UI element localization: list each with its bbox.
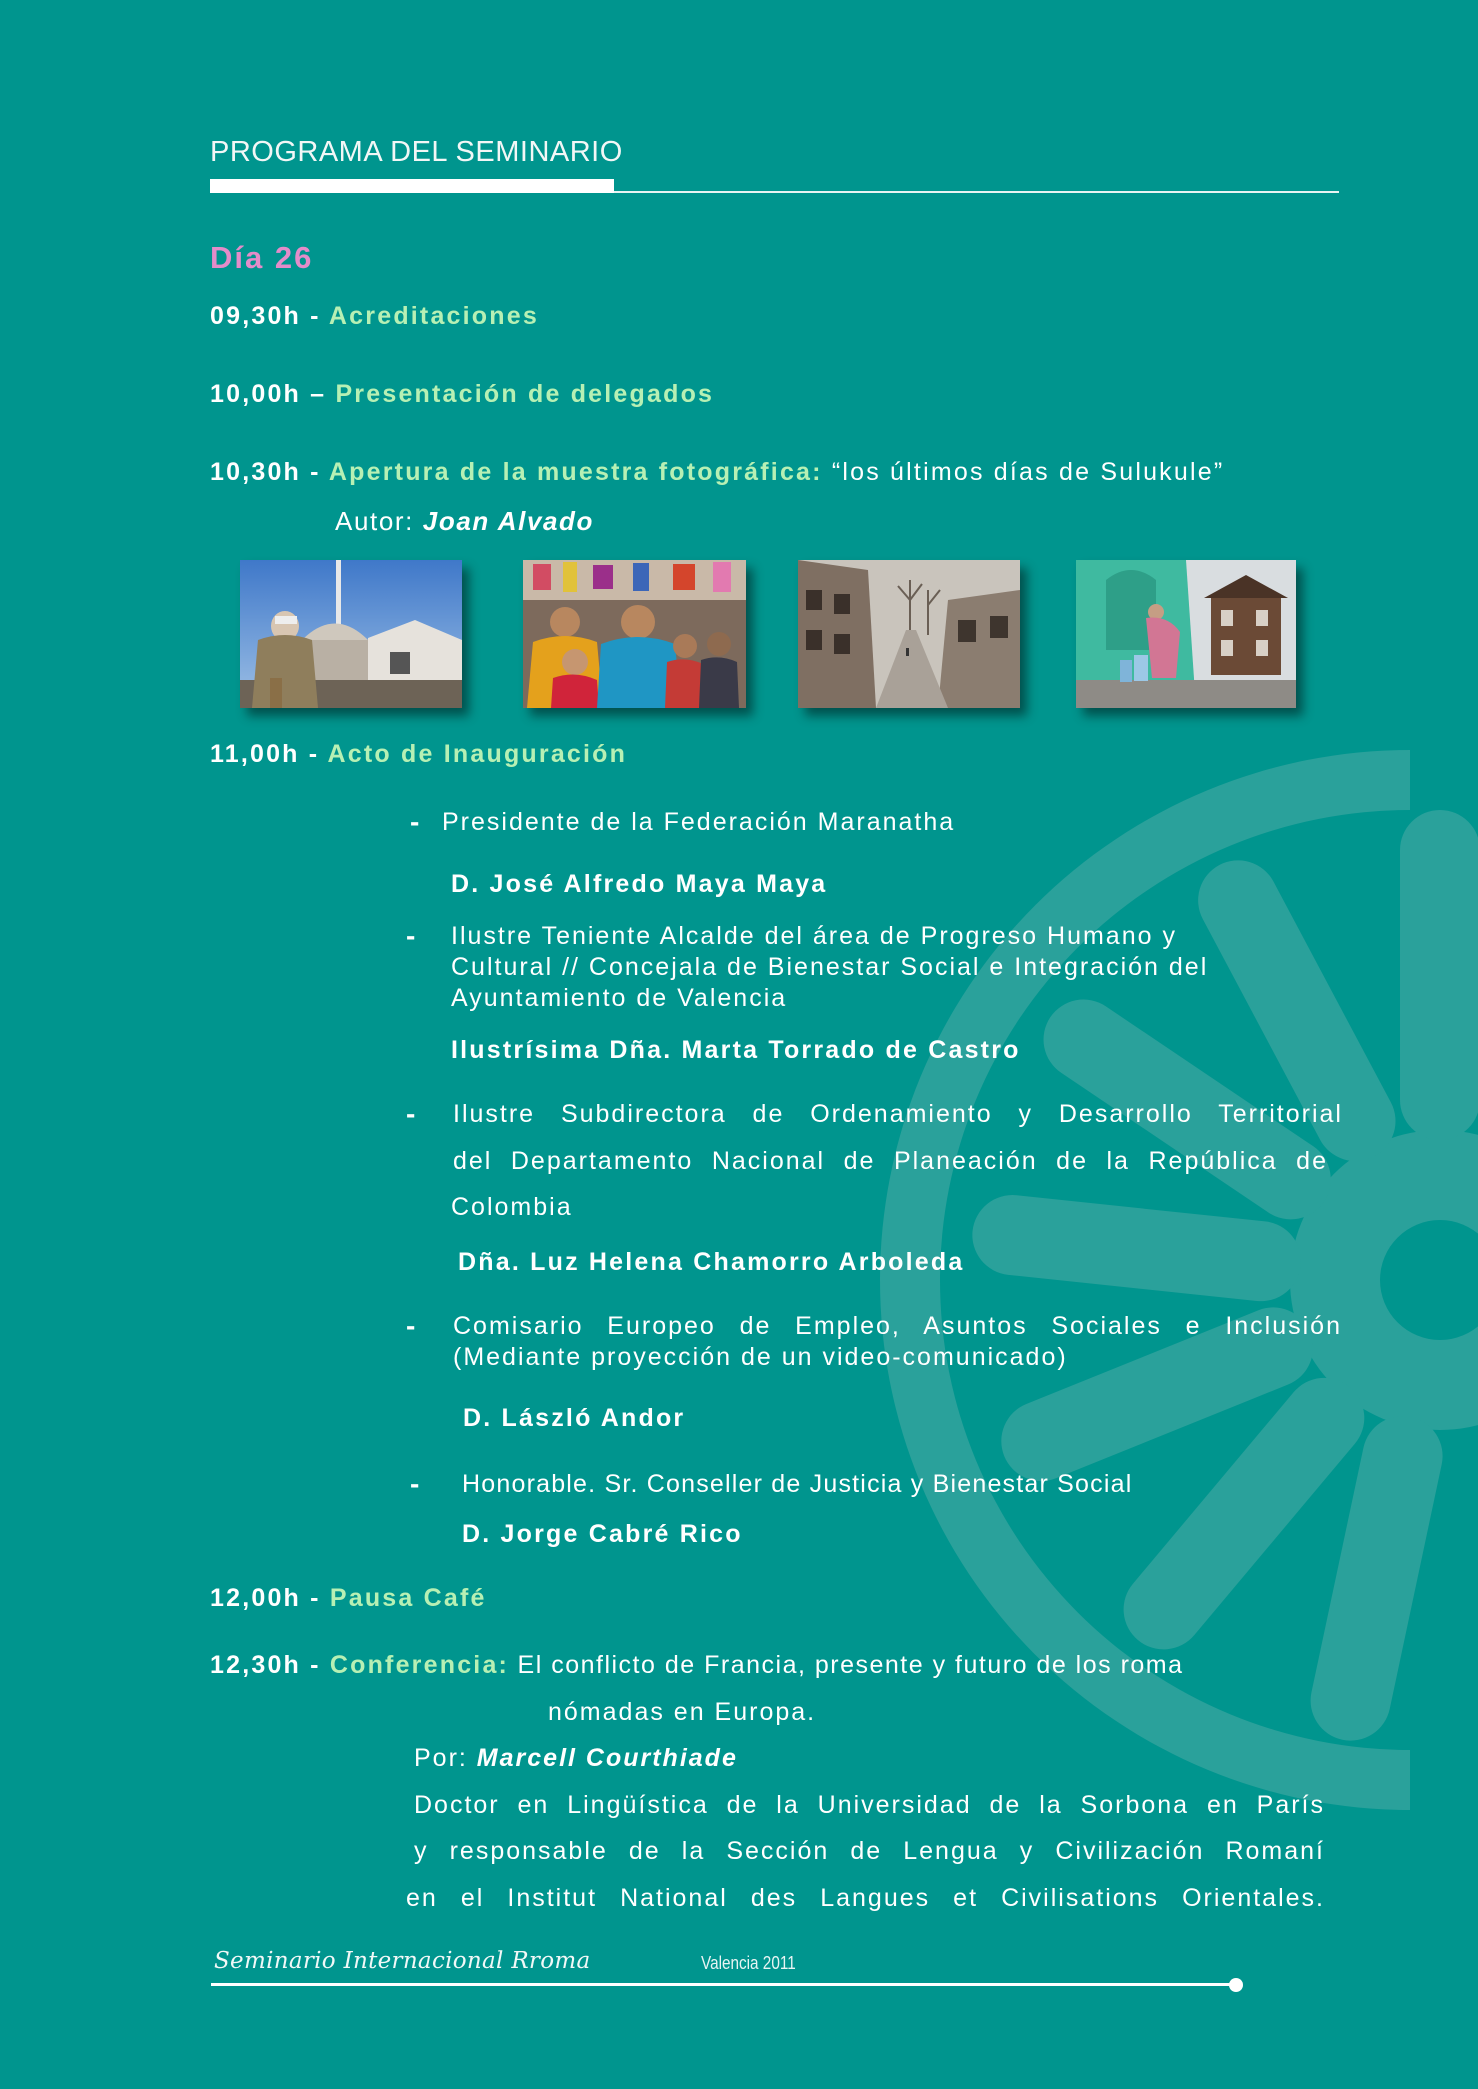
- schedule-time: 12,30h -: [210, 1651, 330, 1679]
- footer-line: [211, 1983, 1235, 1986]
- schedule-item: [210, 1651, 1184, 1680]
- speaker-name: Dña. Luz Helena Chamorro Arboleda: [458, 1248, 965, 1276]
- author-name: Joan Alvado: [422, 506, 595, 536]
- schedule-item: [210, 302, 539, 331]
- list-dash: -: [406, 920, 416, 951]
- speaker-name: D. Jorge Cabré Rico: [462, 1520, 743, 1548]
- speaker-bio: Doctor en Lingüística de la Universidad de la Sorbona en París: [414, 1791, 1325, 1819]
- list-dash: -: [410, 1468, 420, 1499]
- conference-title-continued: nómadas en Europa.: [548, 1698, 817, 1726]
- schedule-item: [210, 1584, 487, 1613]
- schedule-item: [210, 380, 714, 409]
- speaker-role: Presidente de la Federación Maranatha: [442, 808, 956, 836]
- speaker-role: Honorable. Sr. Conseller de Justicia y Bienestar Social: [462, 1470, 1133, 1498]
- schedule-title: Apertura de la muestra fotográfica:: [328, 458, 823, 486]
- photo-family: [523, 560, 746, 708]
- footer-dot: [1229, 1978, 1243, 1992]
- day-heading: Día 26: [210, 240, 314, 275]
- schedule-item: [210, 740, 627, 769]
- speaker-role: (Mediante proyección de un video-comunicado): [453, 1343, 1068, 1371]
- schedule-time: 11,00h -: [210, 740, 328, 768]
- speaker-role: Colombia: [451, 1193, 573, 1221]
- page-title: PROGRAMA DEL SEMINARIO: [210, 136, 623, 168]
- schedule-title: Conferencia:: [329, 1651, 510, 1679]
- conference-speaker: [414, 1743, 738, 1774]
- title-underline-thick: [210, 179, 614, 193]
- schedule-title: Acreditaciones: [328, 302, 539, 330]
- speaker-role: Cultural // Concejala de Bienestar Social e Integración del: [451, 953, 1209, 981]
- schedule-title: Pausa Café: [329, 1584, 487, 1612]
- schedule-time: 10,30h -: [210, 458, 329, 486]
- speaker-role: del Departamento Nacional de Planeación de la República de: [453, 1147, 1328, 1175]
- author-label: Autor:: [335, 506, 423, 536]
- photo-man-mosque: [240, 560, 462, 708]
- by-label: Por:: [414, 1744, 477, 1772]
- schedule-time: 09,30h -: [210, 302, 329, 330]
- schedule-time: 10,00h –: [210, 380, 336, 408]
- speaker-bio: y responsable de la Sección de Lengua y Civilización Romaní: [414, 1837, 1325, 1865]
- speaker-bio: en el Institut National des Langues et Civilisations Orientales.: [406, 1884, 1325, 1912]
- list-dash: -: [410, 806, 420, 837]
- schedule-detail: El conflicto de Francia, presente y futuro de los roma: [509, 1651, 1184, 1679]
- speaker-role: Ilustre Subdirectora de Ordenamiento y Desarrollo Territorial: [453, 1100, 1343, 1128]
- speaker-name: Marcell Courthiade: [476, 1744, 738, 1772]
- schedule-item: [210, 458, 1224, 487]
- exhibit-author: [335, 506, 594, 537]
- speaker-role: Ilustre Teniente Alcalde del área de Progreso Humano y: [451, 922, 1177, 950]
- schedule-title: Acto de Inauguración: [327, 740, 628, 768]
- photo-ruined-street: [798, 560, 1020, 708]
- title-underline-thin: [614, 191, 1339, 193]
- speaker-role: Comisario Europeo de Empleo, Asuntos Sociales e Inclusión: [453, 1312, 1342, 1340]
- footer-seminar-name: Seminario Internacional Rroma: [214, 1948, 591, 1974]
- speaker-name: D. José Alfredo Maya Maya: [451, 870, 828, 898]
- schedule-time: 12,00h -: [210, 1584, 330, 1612]
- speaker-role: Ayuntamiento de Valencia: [451, 984, 788, 1012]
- schedule-title: Presentación de delegados: [335, 380, 715, 408]
- footer-location-year: Valencia 2011: [701, 1953, 796, 1973]
- speaker-name: Ilustrísima Dña. Marta Torrado de Castro: [451, 1036, 1021, 1064]
- speaker-name: D. László Andor: [463, 1404, 686, 1432]
- schedule-detail: “los últimos días de Sulukule”: [822, 458, 1225, 486]
- list-dash: -: [406, 1098, 416, 1129]
- list-dash: -: [406, 1310, 416, 1341]
- photo-fountain: [1076, 560, 1296, 708]
